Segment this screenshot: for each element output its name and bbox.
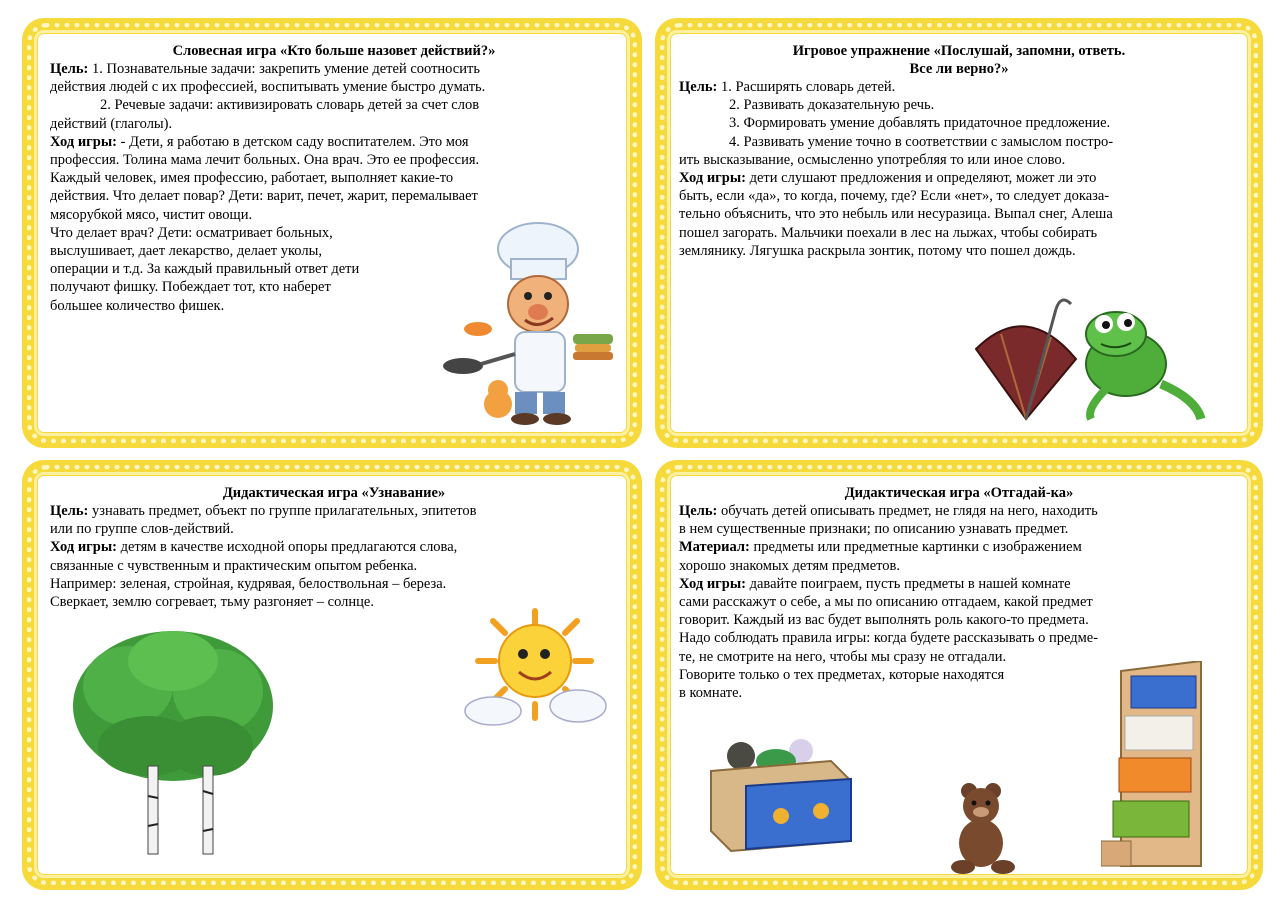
text-line bbox=[679, 187, 1239, 205]
line-text: сами расскажут о себе, а мы по описанию отгадаем, какой предмет bbox=[679, 594, 1093, 611]
line-text: операции и т.д. За каждый правильный ответ дети bbox=[50, 261, 360, 278]
line-text: обучать детей описывать предмет, не глядя на него, находить bbox=[717, 503, 1098, 519]
text-line bbox=[679, 593, 1239, 611]
card-title: Словесная игра «Кто больше назовет действий?» bbox=[172, 43, 496, 59]
section-label: Ход игры: bbox=[679, 575, 746, 592]
card-body bbox=[50, 502, 618, 611]
line-text: связанные с чувственным и практическим опытом ребенка. bbox=[50, 557, 418, 574]
text-line bbox=[50, 78, 618, 96]
line-text: Надо соблюдать правила игры: когда будете рассказывать о предме- bbox=[679, 630, 1099, 647]
line-text: детям в качестве исходной опоры предлагаются слова, bbox=[116, 539, 458, 556]
section-label: Цель: bbox=[50, 503, 89, 519]
text-line bbox=[679, 114, 1239, 132]
card-listen-game bbox=[655, 18, 1263, 448]
text-line bbox=[50, 133, 618, 151]
line-text: выслушивает, дает лекарство, делает уколы, bbox=[50, 243, 322, 260]
line-text: получают фишку. Побеждает тот, кто наберет bbox=[50, 279, 331, 296]
card-title-line2: Все ли верно?» bbox=[909, 61, 1009, 77]
card-guess-game bbox=[655, 460, 1263, 890]
text-line bbox=[679, 224, 1239, 242]
card-title-line1: Игровое упражнение «Послушай, запомни, ответь. bbox=[792, 43, 1126, 59]
text-line bbox=[679, 611, 1239, 629]
text-line bbox=[50, 151, 618, 169]
line-text: предметы или предметные картинки с изображением bbox=[749, 539, 1082, 556]
line-text: тельно объяснить, что это небыль или несуразица. Выпал снег, Алеша bbox=[679, 206, 1113, 223]
section-label: Цель: bbox=[679, 503, 718, 519]
line-text: или по группе слов-действий. bbox=[50, 521, 234, 538]
line-text: 3. Формировать умение добавлять придаточное предложение. bbox=[729, 115, 1111, 132]
text-line bbox=[679, 557, 1239, 575]
birch-tree-illustration bbox=[68, 626, 278, 856]
section-label: Ход игры: bbox=[679, 170, 746, 187]
sun-illustration bbox=[463, 606, 608, 731]
line-text: профессия. Толина мама лечит больных. Она врач. Это ее профессия. bbox=[50, 152, 480, 169]
text-line bbox=[679, 151, 1239, 169]
line-text: давайте поиграем, пусть предметы в нашей комнате bbox=[745, 575, 1071, 592]
section-label: Материал: bbox=[679, 539, 750, 556]
line-text: действия людей с их профессией, воспитывать умение быстро думать. bbox=[50, 79, 486, 96]
section-label: Ход игры: bbox=[50, 539, 117, 556]
text-line bbox=[679, 575, 1239, 593]
card-title: Дидактическая игра «Отгадай-ка» bbox=[844, 485, 1074, 501]
line-text: ить высказывание, осмысленно употребляя то или иное слово. bbox=[679, 151, 1066, 168]
line-text: большее количество фишек. bbox=[50, 297, 225, 314]
text-line bbox=[50, 557, 618, 575]
card-content bbox=[671, 34, 1247, 432]
line-text: хорошо знакомых детям предметов. bbox=[679, 557, 901, 574]
text-line bbox=[679, 78, 1239, 96]
line-text: 1. Расширять словарь детей. bbox=[717, 79, 896, 95]
text-line bbox=[679, 133, 1239, 151]
text-line bbox=[679, 96, 1239, 114]
text-line bbox=[50, 169, 618, 187]
drawer-cabinet-illustration bbox=[1101, 661, 1211, 871]
line-text: 1. Познавательные задачи: закрепить умение детей соотносить bbox=[88, 61, 480, 77]
toy-box-illustration bbox=[701, 731, 861, 856]
section-label: Цель: bbox=[50, 61, 89, 77]
line-text: пошел загорать. Мальчики поехали в лес на лыжах, чтобы собирать bbox=[679, 224, 1098, 241]
line-text: дети слушают предложения и определяют, может ли это bbox=[745, 170, 1097, 187]
line-text: 2. Развивать доказательную речь. bbox=[729, 97, 935, 114]
line-text: Что делает врач? Дети: осматривает больных, bbox=[50, 224, 333, 241]
text-line bbox=[50, 538, 618, 556]
card-content bbox=[671, 476, 1247, 874]
line-text: - Дети, я работаю в детском саду воспитателем. Это моя bbox=[116, 133, 469, 150]
teddy-bear-illustration bbox=[941, 781, 1021, 874]
chef-illustration bbox=[443, 214, 623, 429]
text-line bbox=[50, 187, 618, 205]
card-content bbox=[38, 34, 626, 432]
text-line bbox=[50, 60, 618, 78]
text-line bbox=[50, 520, 618, 538]
card-recognition-game bbox=[22, 460, 642, 890]
text-line bbox=[679, 520, 1239, 538]
text-line bbox=[50, 502, 618, 520]
text-line bbox=[50, 115, 618, 133]
text-line bbox=[50, 96, 618, 114]
line-text: Например: зеленая, стройная, кудрявая, белоствольная – береза. bbox=[50, 575, 447, 592]
line-text: 2. Речевые задачи: активизировать словарь детей за счет слов bbox=[100, 97, 480, 114]
card-body bbox=[679, 78, 1239, 260]
card-chef-game bbox=[22, 18, 642, 448]
line-text: действия. Что делает повар? Дети: варит, печет, жарит, перемалывает bbox=[50, 188, 478, 205]
text-line bbox=[679, 629, 1239, 647]
line-text: Каждый человек, имея профессию, работает, выполняет какие-то bbox=[50, 170, 454, 187]
line-text: 4. Развивать умение точно в соответствии с замыслом постро- bbox=[729, 133, 1114, 150]
section-label: Ход игры: bbox=[50, 133, 117, 150]
line-text: в нем существенные признаки; по описанию узнавать предмет. bbox=[679, 521, 1069, 538]
line-text: землянику. Лягушка раскрыла зонтик, потому что пошел дождь. bbox=[679, 242, 1076, 259]
line-text: быть, если «да», то когда, почему, где? Если «нет», то следует доказа- bbox=[679, 188, 1110, 205]
line-text: действий (глаголы). bbox=[50, 115, 173, 132]
line-text: те, не смотрите на него, чтобы мы сразу не отгадали. bbox=[679, 648, 1007, 665]
line-text: Сверкает, землю согревает, тьму разгоняет – солнце. bbox=[50, 594, 374, 611]
line-text: в комнате. bbox=[679, 685, 743, 702]
text-line bbox=[679, 538, 1239, 556]
section-label: Цель: bbox=[679, 79, 718, 95]
frog-umbrella-illustration bbox=[966, 289, 1216, 429]
card-content bbox=[38, 476, 626, 874]
text-line bbox=[679, 502, 1239, 520]
line-text: узнавать предмет, объект по группе прилагательных, эпитетов bbox=[88, 503, 477, 519]
text-line bbox=[50, 575, 618, 593]
line-text: мясорубкой мясо, чистит овощи. bbox=[50, 206, 253, 223]
line-text: говорит. Каждый из вас будет выполнять роль какого-то предмета. bbox=[679, 612, 1089, 629]
line-text: Говорите только о тех предметах, которые находятся bbox=[679, 666, 1005, 683]
text-line bbox=[679, 242, 1239, 260]
text-line bbox=[679, 205, 1239, 223]
text-line bbox=[679, 169, 1239, 187]
card-title: Дидактическая игра «Узнавание» bbox=[222, 485, 446, 501]
